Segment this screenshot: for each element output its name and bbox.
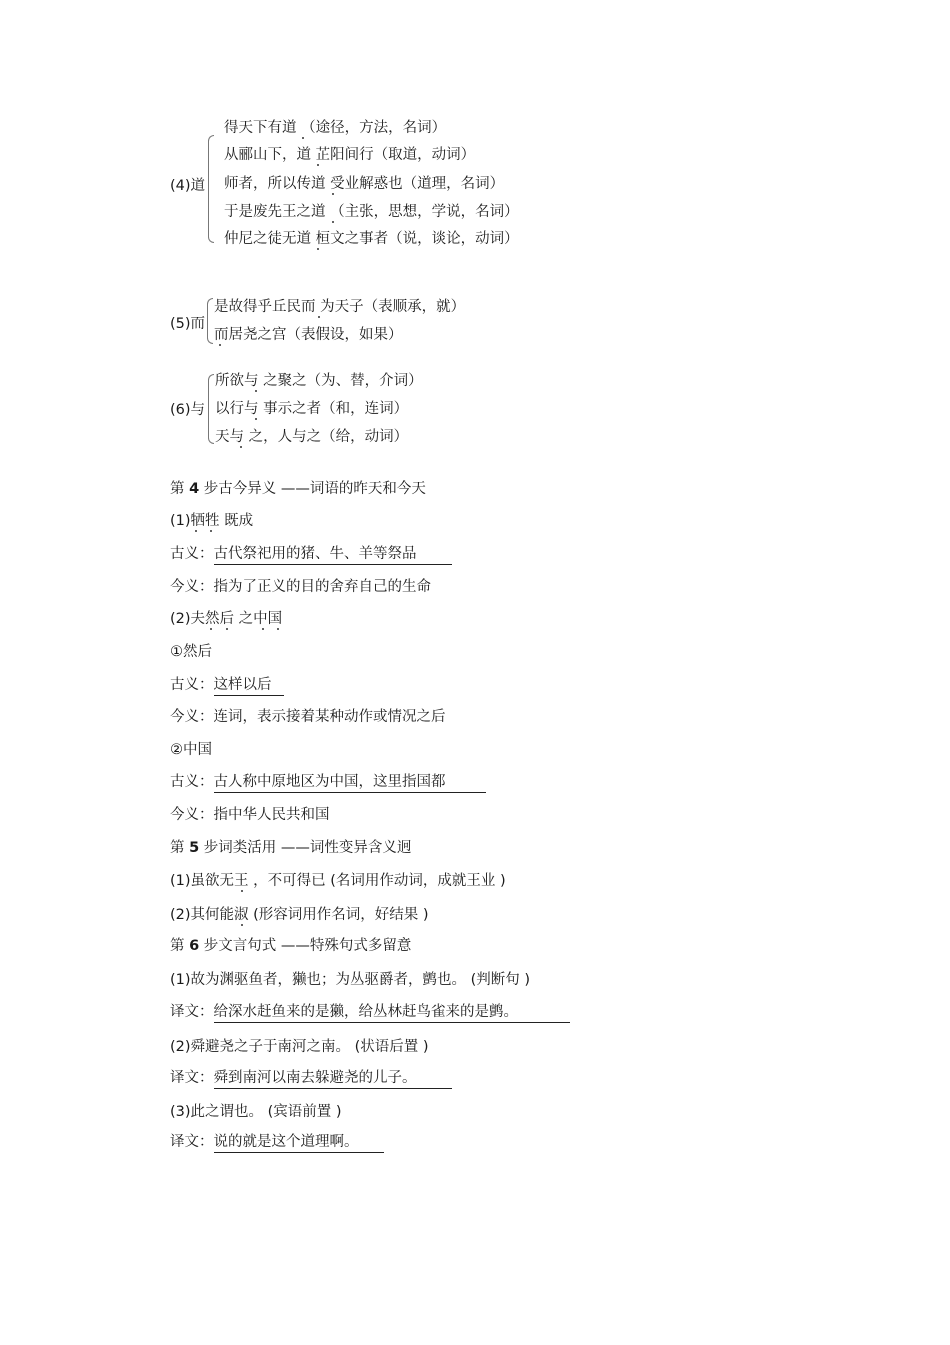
emphasis-dot xyxy=(210,530,212,532)
emphasis-dot xyxy=(318,316,320,318)
emphasis-dot xyxy=(332,193,334,195)
yu-item-3: 天与 之，人与之（给，动词） xyxy=(215,429,409,445)
er-item-1: 是故得乎丘民而 为天子（表顺承，就） xyxy=(214,299,466,315)
dao-item-4: 于是废先王之道 （主张，思想，学说，名词） xyxy=(224,204,519,220)
step5-heading: 第 5 步词类活用 ——词性变异含义迥 xyxy=(170,840,412,856)
step5-line-2: (2)其何能淑 (形容词用作名词，好结果 ) xyxy=(170,907,429,923)
step4-word-2b-new: 今义：指中华人民共和国 xyxy=(170,807,330,823)
yu-item-2: 以行与 事示之者（和，连词） xyxy=(215,401,409,417)
er-item-2: 而居尧之宫（表假设，如果） xyxy=(214,327,403,343)
emphasis-dot xyxy=(302,137,304,139)
er-brace xyxy=(207,298,213,344)
emphasis-dot xyxy=(277,628,279,630)
step4-word-1-new: 今义：指为了正义的目的舍弃自己的生命 xyxy=(170,579,431,595)
emphasis-dot xyxy=(241,890,243,892)
step6-heading: 第 6 步文言句式 ——特殊句式多留意 xyxy=(170,938,412,954)
yu-label: (6)与 xyxy=(170,402,206,418)
step4-word-2a-new: 今义：连词，表示接着某种动作或情况之后 xyxy=(170,709,446,725)
emphasis-dot xyxy=(317,248,319,250)
emphasis-dot xyxy=(317,164,319,166)
step4-word-2a-old: 古义：这样以后 xyxy=(170,676,284,696)
yu-item-1: 所欲与 之聚之（为、替，介词） xyxy=(215,373,423,389)
step4-word-2b: ②中国 xyxy=(170,742,212,758)
step6-sentence-3-translation: 译文：说的就是这个道理啊。 xyxy=(170,1133,384,1153)
dao-brace xyxy=(208,135,214,243)
emphasis-dot xyxy=(210,628,212,630)
step5-line-1: (1)虽欲无王 ，不可得已 (名词用作动词，成就王业 ) xyxy=(170,873,506,889)
emphasis-dot xyxy=(332,221,334,223)
step6-sentence-1-translation: 译文：给深水赶鱼来的是獭，给丛林赶鸟雀来的是鹯。 xyxy=(170,1003,570,1023)
step4-word-1: (1)牺牲 既成 xyxy=(170,513,254,529)
emphasis-dot xyxy=(255,418,257,420)
emphasis-dot xyxy=(226,628,228,630)
emphasis-dot xyxy=(241,924,243,926)
emphasis-dot xyxy=(219,344,221,346)
dao-item-2: 从郦山下，道 芷阳间行（取道，动词） xyxy=(224,147,476,163)
step6-sentence-3: (3)此之谓也。 (宾语前置 ) xyxy=(170,1104,342,1120)
step4-word-2a: ①然后 xyxy=(170,644,212,660)
dao-label: (4)道 xyxy=(170,178,206,194)
step4-word-2b-old: 古义：古人称中原地区为中国，这里指国都 xyxy=(170,773,486,793)
dao-item-5: 仲尼之徒无道 桓文之事者（说，谈论，动词） xyxy=(224,231,519,247)
dao-item-3: 师者，所以传道 受业解惑也（道理，名词） xyxy=(224,176,505,192)
step6-sentence-2: (2)舜避尧之子于南河之南。 (状语后置 ) xyxy=(170,1039,429,1055)
step4-word-2: (2)夫然后 之中国 xyxy=(170,611,283,627)
step6-sentence-1: (1)故为渊驱鱼者，獭也；为丛驱爵者，鹯也。 (判断句 ) xyxy=(170,972,531,988)
emphasis-dot xyxy=(255,390,257,392)
step4-word-1-old: 古义：古代祭祀用的猪、牛、羊等祭品 xyxy=(170,545,452,565)
emphasis-dot xyxy=(262,628,264,630)
emphasis-dot xyxy=(240,446,242,448)
step6-sentence-2-translation: 译文：舜到南河以南去躲避尧的儿子。 xyxy=(170,1069,452,1089)
yu-brace xyxy=(208,374,214,444)
er-label: (5)而 xyxy=(170,316,206,332)
emphasis-dot xyxy=(195,530,197,532)
step4-heading: 第 4 步古今异义 ——词语的昨天和今天 xyxy=(170,481,426,497)
dao-item-1: 得天下有道 （途径，方法，名词） xyxy=(224,120,447,136)
